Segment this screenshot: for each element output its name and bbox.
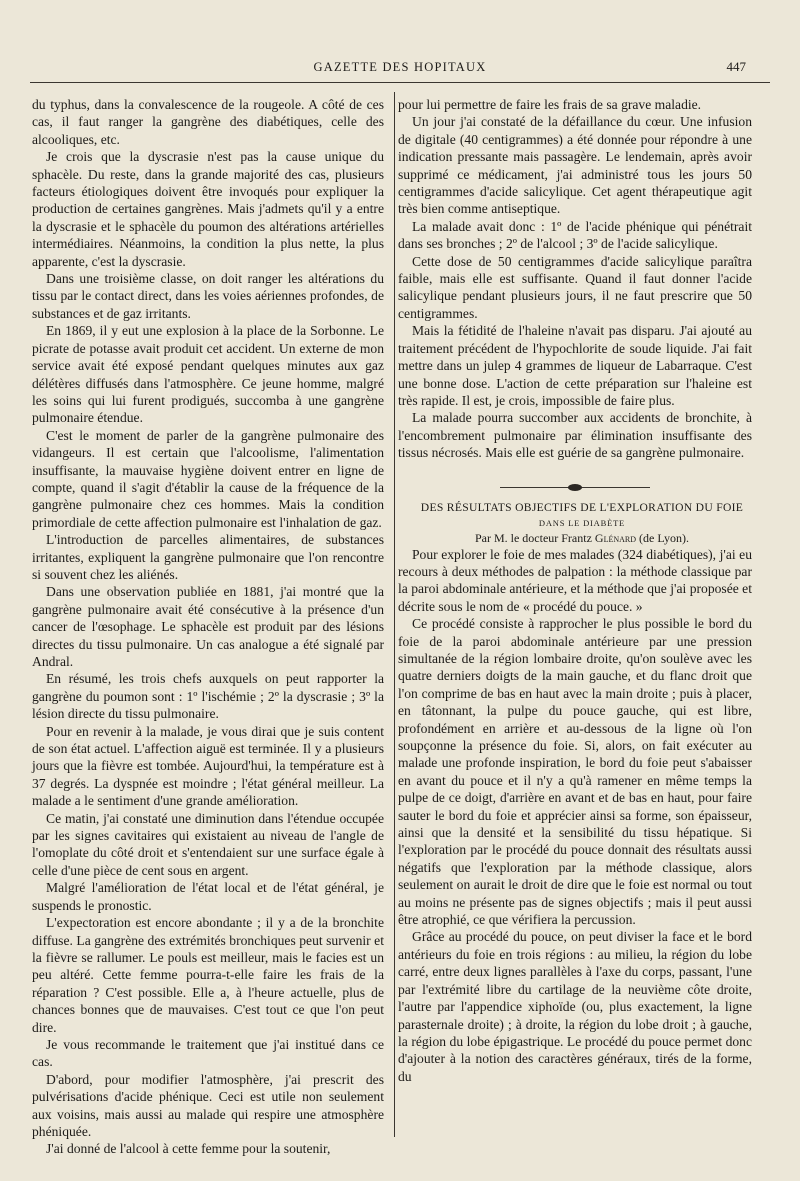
paragraph: Ce matin, j'ai constaté une diminution dans l'étendue occupée par les signes cavitaires qui existaient au niveau de l'angle de l'omoplate du côté droit et s'entendaient sur une surface égale à celle d'une pièce de cent sous en argent. xyxy=(32,810,384,878)
paragraph: Je vous recommande le traitement que j'ai institué dans ce cas. xyxy=(32,1036,384,1070)
header-rule xyxy=(30,82,770,83)
paragraph: pour lui permettre de faire les frais de sa grave maladie. xyxy=(398,97,702,112)
page-header xyxy=(28,58,772,80)
paragraph: Pour en revenir à la malade, je vous dirai que je suis content de son état actuel. L'affection aiguë est terminée. Il y a plusieurs jours que la fièvre est tombée. Aujourd'hui, la température est à 37 degrés. La dyspnée est moindre ; l'état général meilleur. La malade a le sentiment d'une grande amélioration. xyxy=(32,723,384,809)
section-separator xyxy=(500,484,650,492)
paragraph: Grâce au procédé du pouce, on peut diviser la face et le bord antérieurs du foie en trois régions : au milieu, la région du lobe carré, entre deux lignes parallèles à l'axe du corps, passant, l'une par l'extrémité libre du cartilage de la neuvième côte droite, l'autre par l'appendice xiphoïde (ou, plus exactement, la ligne parasternale droite) ; à droite, la région du lobe droit ; à gauche, la région du lobe épigastrique. Le procédé du pouce permet donc d'ajouter à la notion des caractères généraux, tirés de la forme, du xyxy=(398,929,752,1084)
paragraph: Ce procédé consiste à rapprocher le plus possible le bord du foie de la paroi abdominale antérieure par une pression simultanée de la région lombaire droite, qu'on soulève avec les quatre derniers doigts de la main gauche, et du flanc droit que l'on comprime de bas en haut avec la main droite ; puis à placer, en tâtonnant, la pulpe du pouce gauche, qui est libre, profondément en arrière et au-dessous de la ligne où l'on soupçonne la présence du foie. Si, alors, on fait exécuter au malade une profonde inspiration, le bord du foie peut s'abaisser en avant du pouce et il n'y a qu'à ramener en même temps la pulpe de ce doigt, d'arrière en avant et de bas en haut, pour faire sauter le bord du foie et apprécier ainsi sa forme, son épaisseur, ainsi que la densité et la sensibilité du tissu hépatique. Si l'exploration par le procédé du pouce donnait des résultats aussi négatifs que l'exploration par la méthode classique, alors seulement on aurait le droit de dire que le foie est normal ou tout au moins ne présente pas de signes objectifs ; mais il peut aussi être atrophié, ce que vérifiera la percussion. xyxy=(398,616,752,928)
paragraph: J'ai donné de l'alcool à cette femme pour la soutenir, xyxy=(46,1141,331,1157)
paragraph: du typhus, dans la convalescence de la rougeole. A côté de ces cas, il faut ranger la gangrène des diabétiques, celle des alcooliques, etc. xyxy=(32,97,384,147)
journal-title: GAZETTE DES HOPITAUX xyxy=(313,60,487,74)
paragraph: Cette dose de 50 centigrammes d'acide salicylique paraîtra faible, mais elle est suffisante. Quand il faut donner l'acide salicylique pendant plusieurs jours, il ne faut prescrire que 50 centigrammes. xyxy=(398,253,752,321)
article-title: DES RÉSULTATS OBJECTIFS DE L'EXPLORATION DU FOIE xyxy=(420,500,744,514)
paragraph: Un jour j'ai constaté de la défaillance du cœur. Une infusion de digitale (40 centigrammes) a été donnée pour répondre à une indication pressante mais passagère. Le lendemain, après avoir supprimé ce médicament, j'ai administré tous les jours 50 centigrammes d'acide salicylique. Cet agent thérapeutique agit très bien comme antiseptique. xyxy=(398,114,752,217)
paragraph: En résumé, les trois chefs auxquels on peut rapporter la gangrène du poumon sont : 1º l'ischémie ; 2º la dyscrasie ; 3º la lésion directe du tissu pulmonaire. xyxy=(32,671,384,722)
article-byline xyxy=(398,530,752,546)
paragraph: La malade avait donc : 1º de l'acide phénique qui pénétrait dans ses bronches ; 2º de l'alcool ; 3º de l'acide salicylique. xyxy=(398,218,752,252)
right-column xyxy=(398,96,752,1085)
paragraph: D'abord, pour modifier l'atmosphère, j'ai prescrit des pulvérisations d'acide phénique. Ceci est utile non seulement aux voisins, mais aussi au malade qui respire une atmosphère phéniquée. xyxy=(32,1071,384,1139)
page-number: 447 xyxy=(726,59,746,74)
byline-suffix: (de Lyon). xyxy=(636,530,690,545)
paragraph: Malgré l'amélioration de l'état local et de l'état général, je suspends le pronostic. xyxy=(32,880,384,913)
paragraph: Dans une observation publiée en 1881, j'ai montré que la gangrène pulmonaire avait été consécutive à la présence d'un cancer de l'œsophage. Le sphacèle est produit par des lésions directes du tissu pulmonaire. Un cas analogue a été signalé par Andral. xyxy=(32,584,384,669)
paragraph: Mais la fétidité de l'haleine n'avait pas disparu. J'ai ajouté au traitement précédent de l'hypochlorite de soude liquide. J'ai fait mettre dans un julep 4 grammes de liqueur de Labarraque. C'est une bonne dose. L'action de cette préparation sur l'haleine est très rapide. Il est, je crois, impossible de faire plus. xyxy=(398,323,752,408)
byline-prefix: Par M. le docteur Frantz xyxy=(474,530,595,545)
paragraph: Je crois que la dyscrasie n'est pas la cause unique du sphacèle. Du reste, dans la grande majorité des cas, plusieurs facteurs étiologiques doivent être invoqués pour expliquer la production de certaines gangrènes. Mais j'admets qu'il y a entre la dyscrasie et le sphacèle du poumon des altérations artérielles intermédiaires. Néanmoins, la condition la plus nette, la plus apparente, c'est la dyscrasie. xyxy=(32,149,384,269)
left-column xyxy=(32,96,384,1158)
paragraph: La malade pourra succomber aux accidents de bronchite, à l'encombrement pulmonaire par élimination insuffisante des tissus nécrosés. Mais elle est guérie de sa gangrène pulmonaire. xyxy=(398,410,752,461)
column-divider xyxy=(394,92,395,1137)
paragraph: En 1869, il y eut une explosion à la place de la Sorbonne. Le picrate de potasse avait produit cet accident. Un externe de mon service avait été exposé pendant quelques minutes aux gaz délétères diffusés dans l'atmosphère. Ce jeune homme, malgré les soins qui lui furent prodigués, succomba à une gangrène pulmonaire étendue. xyxy=(32,323,384,426)
paragraph: Pour explorer le foie de mes malades (324 diabétiques), j'ai eu recours à deux méthodes de palpation : la méthode classique par la paroi abdominale antérieure, et la méthode que j'ai proposée et décrite sous le nom de « procédé du pouce. » xyxy=(398,546,752,614)
paragraph: L'introduction de parcelles alimentaires, de substances irritantes, expliquent la gangrène pulmonaire que l'on rencontre si souvent chez les aliénés. xyxy=(32,532,384,582)
article-subtitle: DANS LE DIABÈTE xyxy=(538,517,626,528)
paragraph: C'est le moment de parler de la gangrène pulmonaire des vidangeurs. Il est certain que l'alcoolisme, l'alimentation insuffisante, la mauvaise hygiène doivent entrer en ligne de compte, quand il s'agit d'établir la cause de la fréquence de la gangrène pulmonaire chez ces hommes. Mais la condition primordiale de cette affection pulmonaire est l'inhalation de gaz. xyxy=(32,427,384,530)
author-name: Glénard xyxy=(594,530,637,545)
paragraph: Dans une troisième classe, on doit ranger les altérations du tissu par le contact direct, dans les voies aériennes profondes, de substances et de gaz irritants. xyxy=(32,271,384,321)
paragraph: L'expectoration est encore abondante ; il y a de la bronchite diffuse. La gangrène des extrémités bronchiques peut survenir et la fièvre se rallumer. Le pouls est meilleur, mais le facies est un peu altéré. Cette femme pourra-t-elle faire les frais de la réparation ? C'est possible. Elle a, à l'heure actuelle, plus de chances bonnes que de mauvaises. C'est tout ce que l'on peut dire. xyxy=(32,915,384,1035)
separator-ornament xyxy=(568,484,582,491)
